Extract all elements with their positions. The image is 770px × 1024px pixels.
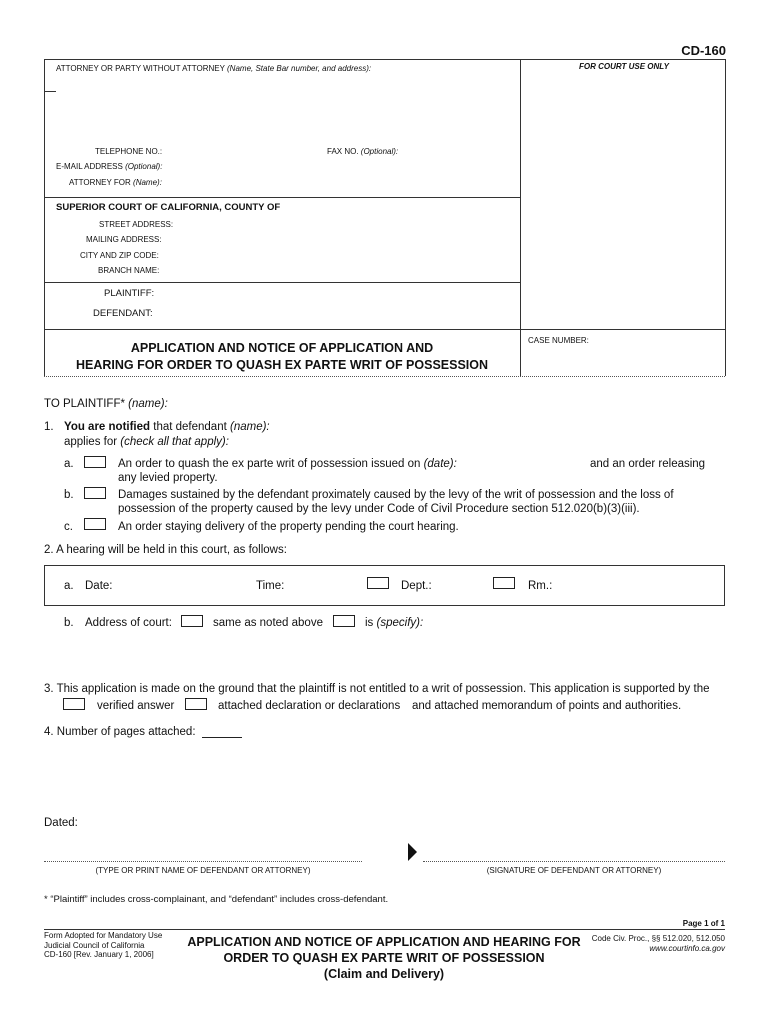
item-b-label: b.	[64, 489, 74, 501]
item-a-label: a.	[64, 458, 74, 470]
item-a-text: An order to quash the ex parte writ of possession issued on (date):	[118, 458, 457, 470]
adopted-line1: Form Adopted for Mandatory Use	[44, 931, 163, 940]
name-line[interactable]	[44, 861, 362, 862]
hearing-b-label: b.	[64, 617, 74, 629]
item-a-right: and an order releasing	[590, 458, 706, 470]
dept-label: Dept.:	[401, 580, 432, 592]
date-label: Date:	[85, 580, 113, 592]
page-number: Page 1 of 1	[682, 919, 725, 928]
footnote: * “Plaintiff” includes cross-complainant, and “defendant” includes cross-defendant.	[44, 894, 389, 905]
court-name-label: SUPERIOR COURT OF CALIFORNIA, COUNTY OF	[56, 202, 281, 213]
stay-delivery-checkbox[interactable]	[84, 518, 106, 530]
time-label: Time:	[256, 580, 285, 592]
item1-text: You are notified that defendant (name):	[64, 421, 270, 433]
footer-title-line1: APPLICATION AND NOTICE OF APPLICATION AND HEARING FOR	[187, 935, 581, 949]
adoption-info	[44, 931, 162, 960]
plaintiff-label: PLAINTIFF:	[104, 288, 155, 299]
verified-answer-checkbox[interactable]	[63, 698, 85, 710]
signature-label: (SIGNATURE OF DEFENDANT OR ATTORNEY)	[486, 866, 662, 875]
attached-declaration-checkbox[interactable]	[185, 698, 207, 710]
memorandum-label: and attached memorandum of points and authorities.	[412, 700, 682, 712]
attorney-name-line	[44, 91, 56, 92]
footer-rule	[44, 929, 725, 930]
email-label: E-MAIL ADDRESS (Optional):	[56, 162, 163, 171]
footer-title-line3: (Claim and Delivery)	[323, 967, 445, 981]
specify-address-checkbox[interactable]	[333, 615, 355, 627]
item-c-label: c.	[64, 521, 73, 533]
attorney-for-label: ATTORNEY FOR (Name):	[69, 178, 162, 187]
item1-applies: applies for (check all that apply):	[64, 436, 229, 448]
room-label: Rm.:	[528, 580, 553, 592]
hearing-a-label: a.	[64, 580, 74, 592]
same-address-checkbox[interactable]	[181, 615, 203, 627]
item-b-line1: Damages sustained by the defendant proximately caused by the levy of the writ of possession and the loss of	[118, 489, 674, 501]
defendant-label: DEFENDANT:	[93, 308, 153, 319]
form-id: CD-160	[681, 43, 726, 58]
court-use-label: FOR COURT USE ONLY	[579, 62, 669, 71]
item4-text: 4. Number of pages attached:	[44, 726, 196, 738]
arrow-icon	[408, 843, 417, 861]
street-label: STREET ADDRESS:	[99, 220, 174, 229]
telephone-label: TELEPHONE NO.:	[95, 147, 163, 156]
damages-checkbox[interactable]	[84, 487, 106, 499]
item2-text: 2. A hearing will be held in this court, as follows:	[44, 544, 287, 556]
adopted-line3: CD-160 [Rev. January 1, 2006]	[44, 950, 154, 959]
dept-checkbox[interactable]	[367, 577, 389, 589]
attorney-label: ATTORNEY OR PARTY WITHOUT ATTORNEY (Name, State Bar number, and address):	[56, 64, 372, 73]
address-court-label: Address of court:	[85, 617, 172, 629]
room-checkbox[interactable]	[493, 577, 515, 589]
city-zip-label: CITY AND ZIP CODE:	[80, 251, 159, 260]
to-plaintiff: TO PLAINTIFF* (name):	[44, 398, 168, 410]
pages-attached-field[interactable]	[202, 737, 242, 738]
specify-label: is (specify):	[365, 617, 424, 629]
form-title-line1: APPLICATION AND NOTICE OF APPLICATION AND	[130, 341, 434, 355]
adopted-line2: Judicial Council of California	[44, 940, 145, 950]
fax-label: FAX NO. (Optional):	[327, 147, 399, 156]
item3-text: 3. This application is made on the ground that the plaintiff is not entitled to a writ of possession. This application is supported by the	[44, 683, 710, 695]
item-a-line2: any levied property.	[118, 472, 218, 484]
website-link[interactable]: www.courtinfo.ca.gov	[649, 944, 725, 953]
signature-line[interactable]	[423, 861, 725, 862]
quash-order-checkbox[interactable]	[84, 456, 106, 468]
same-address-label: same as noted above	[213, 617, 323, 629]
case-number-label: CASE NUMBER:	[528, 336, 589, 345]
code-reference	[592, 934, 725, 954]
item-c-text: An order staying delivery of the property pending the court hearing.	[118, 521, 459, 533]
code-line: Code Civ. Proc., §§ 512.020, 512.050	[591, 934, 725, 943]
attached-declaration-label: attached declaration or declarations	[218, 700, 401, 712]
footer-title-line2: ORDER TO QUASH EX PARTE WRIT OF POSSESSION	[223, 951, 545, 965]
verified-answer-label: verified answer	[97, 700, 175, 712]
footer-title	[170, 934, 598, 982]
form-title	[44, 340, 520, 374]
mailing-label: MAILING ADDRESS:	[86, 235, 162, 244]
item1-num: 1.	[44, 421, 54, 433]
item-b-line2: possession of the property caused by the levy under Code of Civil Procedure section 512.020(b)(3)(iii).	[118, 503, 640, 515]
type-name-label: (TYPE OR PRINT NAME OF DEFENDANT OR ATTORNEY)	[95, 866, 311, 875]
form-title-line2: HEARING FOR ORDER TO QUASH EX PARTE WRIT OF POSSESSION	[75, 358, 489, 372]
branch-label: BRANCH NAME:	[98, 266, 160, 275]
dated-label: Dated:	[44, 817, 78, 829]
